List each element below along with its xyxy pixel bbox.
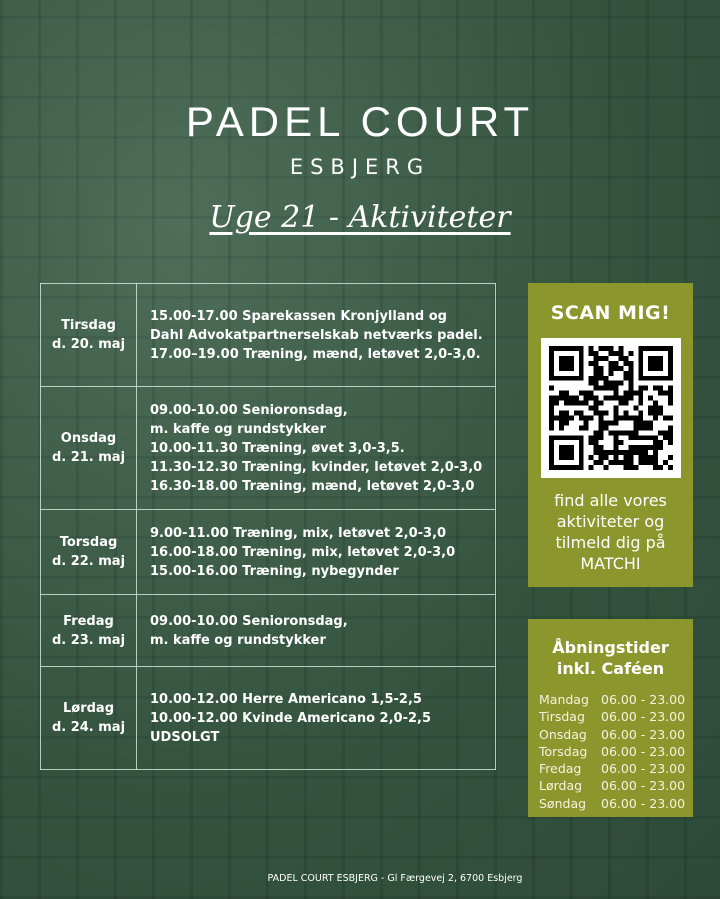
- activities-cell: [137, 667, 496, 770]
- opening-hours-panel: [528, 619, 693, 817]
- hours-time: 06.00 - 23.00: [601, 795, 686, 811]
- day-date: d. 21. maj: [51, 450, 126, 465]
- day-date: d. 24. maj: [51, 720, 126, 735]
- hours-day: Mandag: [539, 692, 589, 707]
- hours-time: 06.00 - 23.00: [601, 709, 686, 725]
- page-title: PADEL COURT: [185, 98, 535, 145]
- scan-panel: [528, 283, 693, 587]
- hours-day: Onsdag: [539, 726, 587, 742]
- scan-title: SCAN MIG!: [550, 302, 671, 324]
- activities-cell: [137, 284, 496, 387]
- activity-line: 11.30-12.30 Træning, kvinder, letøvet 2,0-3,0: [150, 459, 483, 475]
- day-name: Lørdag: [62, 701, 114, 716]
- week-heading: Uge 21 - Aktiviteter: [209, 200, 511, 235]
- hours-day: Fredag: [539, 761, 582, 777]
- schedule-row: [41, 667, 496, 770]
- activity-line: 15.00-16.00 Træning, nybegynder: [150, 563, 399, 579]
- hours-day: Torsdag: [539, 743, 588, 759]
- day-name: Onsdag: [60, 431, 117, 446]
- schedule-row: [41, 284, 496, 387]
- day-cell: [41, 510, 137, 595]
- activities-cell: [137, 595, 496, 667]
- schedule-table: [40, 283, 496, 770]
- qr-code-graphic: [549, 346, 673, 470]
- page-subtitle: ESBJERG: [289, 155, 431, 179]
- day-date: d. 20. maj: [51, 337, 126, 352]
- hours-day: Lørdag: [539, 778, 583, 794]
- activity-line: 09.00-10.00 Senioronsdag,: [150, 613, 348, 629]
- day-cell: [41, 595, 137, 667]
- hours-day: Tirsdag: [539, 709, 585, 725]
- activity-line: 16.30-18.00 Træning, mænd, letøvet 2,0-3,0: [150, 478, 475, 494]
- hours-time: 06.00 - 23.00: [601, 778, 686, 794]
- hours-time: 06.00 - 23.00: [601, 692, 686, 707]
- hours-row: [528, 691, 693, 708]
- hours-title: Åbningstider: [552, 638, 669, 657]
- hours-day: Søndag: [539, 795, 587, 811]
- day-date: d. 22. maj: [51, 554, 126, 569]
- day-cell: [41, 387, 137, 510]
- activity-line: m. kaffe og rundstykker: [150, 632, 326, 648]
- schedule-row: [41, 595, 496, 667]
- activity-line: m. kaffe og rundstykker: [150, 421, 326, 437]
- hours-row: [528, 726, 693, 743]
- schedule-row: [41, 387, 496, 510]
- activity-line: 16.00-18.00 Træning, mix, letøvet 2,0-3,0: [150, 544, 456, 560]
- hours-time: 06.00 - 23.00: [601, 761, 686, 777]
- hours-row: [528, 777, 693, 794]
- activity-line: 09.00-10.00 Senioronsdag,: [150, 402, 348, 418]
- footer-address: PADEL COURT ESBJERG - Gl Færgevej 2, 6700 Esbjerg: [267, 873, 523, 884]
- activity-line: 10.00-11.30 Træning, øvet 3,0-3,5.: [150, 440, 405, 456]
- activity-line: 15.00-17.00 Sparekassen Kronjylland og: [150, 308, 447, 324]
- day-cell: [41, 284, 137, 387]
- scan-text: find alle vores aktiviteter og tilmeld dig på MATCHI: [554, 491, 667, 573]
- hours-row: [528, 795, 693, 812]
- day-date: d. 23. maj: [51, 632, 126, 648]
- activities-cell: [137, 387, 496, 510]
- day-name: Torsdag: [59, 535, 118, 550]
- hours-row: [528, 743, 693, 760]
- activity-line: 9.00-11.00 Træning, mix, letøvet 2,0-3,0: [150, 525, 447, 541]
- activity-line: 17.00–19.00 Træning, mænd, letøvet 2,0-3,0.: [150, 346, 481, 362]
- activity-line: UDSOLGT: [150, 729, 220, 745]
- day-cell: [41, 667, 137, 770]
- day-name: Fredag: [63, 613, 114, 629]
- qr-code[interactable]: [541, 338, 681, 478]
- schedule-row: [41, 510, 496, 595]
- activity-line: Dahl Advokatpartnerselskab netværks padel.: [150, 327, 483, 343]
- day-name: Tirsdag: [61, 318, 116, 333]
- hours-row: [528, 760, 693, 777]
- hours-row: [528, 708, 693, 725]
- hours-subtitle: inkl. Caféen: [556, 659, 665, 678]
- activities-cell: [137, 510, 496, 595]
- hours-time: 06.00 - 23.00: [601, 743, 686, 759]
- activity-line: 10.00-12.00 Herre Americano 1,5-2,5: [150, 691, 422, 707]
- activity-line: 10.00-12.00 Kvinde Americano 2,0-2,5: [150, 710, 432, 726]
- hours-time: 06.00 - 23.00: [601, 726, 686, 742]
